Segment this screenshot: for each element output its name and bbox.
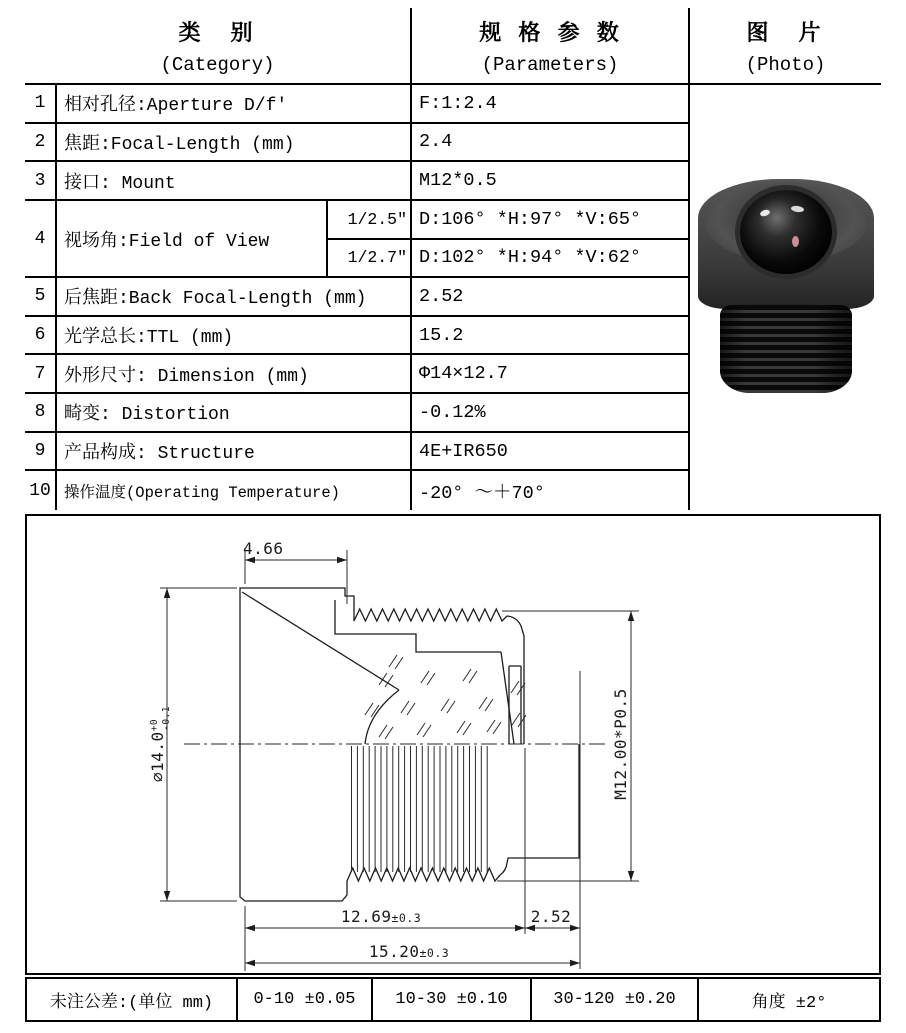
spec-value-structure: 4E+IR650 — [412, 433, 690, 472]
row-number: 9 — [25, 433, 57, 472]
dim-text-diameter — [148, 706, 172, 782]
header-photo — [690, 8, 881, 85]
hatch-mark — [441, 699, 449, 711]
spec-value-operating-temperature: -20° ～＋70° — [412, 471, 690, 510]
row-number: 8 — [25, 394, 57, 433]
hatch-mark — [423, 725, 431, 737]
spec-label-aperture: 相对孔径:Aperture D/f′ — [57, 85, 412, 124]
glass-reflection — [791, 205, 805, 213]
spec-value-focal-length: 2.4 — [412, 124, 690, 163]
row-number: 5 — [25, 278, 57, 317]
fov-angles: D:102° *H:94° *V:62° — [412, 240, 690, 279]
tolerance-row — [25, 977, 881, 1022]
spec-label-ttl: 光学总长:TTL (mm) — [57, 317, 412, 356]
tolerance-range-2: 10-30 ±0.10 — [373, 979, 532, 1020]
inner-step-line — [335, 600, 501, 652]
tolerance-angle: 角度 ±2° — [751, 993, 827, 1013]
svg-text:⌀14.0+0-0.1: $⌀14.0^{+0}-0.1$ — [148, 705, 172, 783]
hatch-mark — [463, 669, 471, 681]
arrowhead — [570, 960, 580, 966]
spec-value-dimension: Φ14×12.7 — [412, 355, 690, 394]
dim-text-front-cap: 4.66 — [243, 539, 284, 558]
row-number: 10 — [25, 471, 57, 510]
hatch-mark — [512, 713, 520, 725]
row-number: 3 — [25, 162, 57, 201]
arrowhead — [628, 611, 634, 621]
lens-head — [698, 179, 874, 309]
row-number: 2 — [25, 124, 57, 163]
row-number: 7 — [25, 355, 57, 394]
hatch-mark — [493, 722, 501, 734]
hatch-mark — [421, 671, 429, 683]
arrowhead — [245, 925, 255, 931]
arrowhead — [164, 891, 170, 901]
hatch-mark — [487, 720, 495, 732]
hatch-mark — [511, 681, 519, 693]
spec-table — [25, 8, 881, 510]
header-parameters — [412, 8, 690, 85]
lens-thread-barrel — [720, 305, 852, 393]
hatch-mark — [457, 721, 465, 733]
arrowhead — [570, 925, 580, 931]
arrowhead — [245, 960, 255, 966]
hatch-mark — [447, 701, 455, 713]
tolerance-range-1: 0-10 ±0.05 — [238, 979, 373, 1020]
spec-value-aperture: F:1:2.4 — [412, 85, 690, 124]
header-category-en: (Category) — [160, 53, 275, 76]
spec-label-back-focal-length: 后焦距:Back Focal-Length (mm) — [57, 278, 412, 317]
tolerance-range-3: 30-120 ±0.20 — [532, 979, 699, 1020]
glass-left-curve — [365, 690, 399, 744]
technical-drawing — [25, 514, 881, 975]
dim-text-thread-length: 12.69±0.3 — [340, 907, 422, 926]
arrowhead — [628, 871, 634, 881]
header-parameters-en: (Parameters) — [481, 53, 619, 76]
glass-reflection — [792, 236, 799, 247]
glass-reflection — [759, 208, 770, 217]
arrowhead — [337, 557, 347, 563]
hatch-mark — [379, 725, 387, 737]
row-number: 6 — [25, 317, 57, 356]
row-number: 1 — [25, 85, 57, 124]
lens-cross-section-drawing — [27, 516, 879, 973]
header-category — [25, 8, 412, 85]
spec-value-mount: M12*0.5 — [412, 162, 690, 201]
hatch-mark — [485, 699, 493, 711]
hatch-mark — [479, 697, 487, 709]
lens-glass — [740, 190, 832, 274]
hatch-mark — [427, 673, 435, 685]
hatch-mark — [518, 715, 526, 727]
fov-sensor-size: 1/2.5″ — [328, 201, 412, 240]
dim-text-total-length: 15.20±0.3 — [368, 942, 450, 961]
spec-label-field-of-view: 视场角:Field of View — [57, 201, 328, 278]
spec-value-back-focal-length: 2.52 — [412, 278, 690, 317]
hatch-mark — [417, 723, 425, 735]
fov-angles: D:106° *H:97° *V:65° — [412, 201, 690, 240]
photo-cell — [690, 85, 881, 510]
arrowhead — [164, 588, 170, 598]
hatch-mark — [469, 671, 477, 683]
spec-label-distortion: 畸变: Distortion — [57, 394, 412, 433]
spec-label-structure: 产品构成: Structure — [57, 433, 412, 472]
spec-value-distortion: -0.12% — [412, 394, 690, 433]
outline-lower — [240, 744, 579, 901]
rear-element — [509, 666, 521, 744]
dim-line-thread-length — [245, 748, 525, 971]
hatch-mark — [463, 723, 471, 735]
header-photo-en: (Photo) — [745, 53, 826, 76]
hatch-mark — [407, 703, 415, 715]
hatch-mark — [401, 701, 409, 713]
dim-text-back-length: 2.52 — [530, 907, 572, 926]
arrowhead — [515, 925, 525, 931]
hatch-mark — [389, 655, 397, 667]
header-parameters-zh: 规 格 参 数 — [479, 21, 621, 47]
hatch-mark — [385, 727, 393, 739]
spec-value-ttl: 15.2 — [412, 317, 690, 356]
spec-label-operating-temperature: 操作温度(Operating Temperature) — [57, 471, 412, 510]
lens-photo — [696, 179, 876, 395]
fov-sensor-size: 1/2.7″ — [328, 240, 412, 279]
front-cone-line — [242, 592, 399, 690]
svg-text:M12.00*P0.5: M12.00*P0.5 — [611, 688, 630, 800]
dim-text-thread — [611, 688, 630, 799]
hatch-mark — [365, 703, 373, 715]
spec-label-mount: 接口: Mount — [57, 162, 412, 201]
spec-label-dimension: 外形尺寸: Dimension (mm) — [57, 355, 412, 394]
row-number: 4 — [25, 201, 57, 278]
hatch-mark — [395, 657, 403, 669]
header-photo-zh: 图 片 — [746, 21, 825, 47]
header-category-zh: 类 别 — [178, 21, 257, 47]
tolerance-label: 未注公差:(单位 mm) — [27, 979, 238, 1020]
outline-upper — [240, 588, 524, 744]
spec-label-focal-length: 焦距:Focal-Length (mm) — [57, 124, 412, 163]
